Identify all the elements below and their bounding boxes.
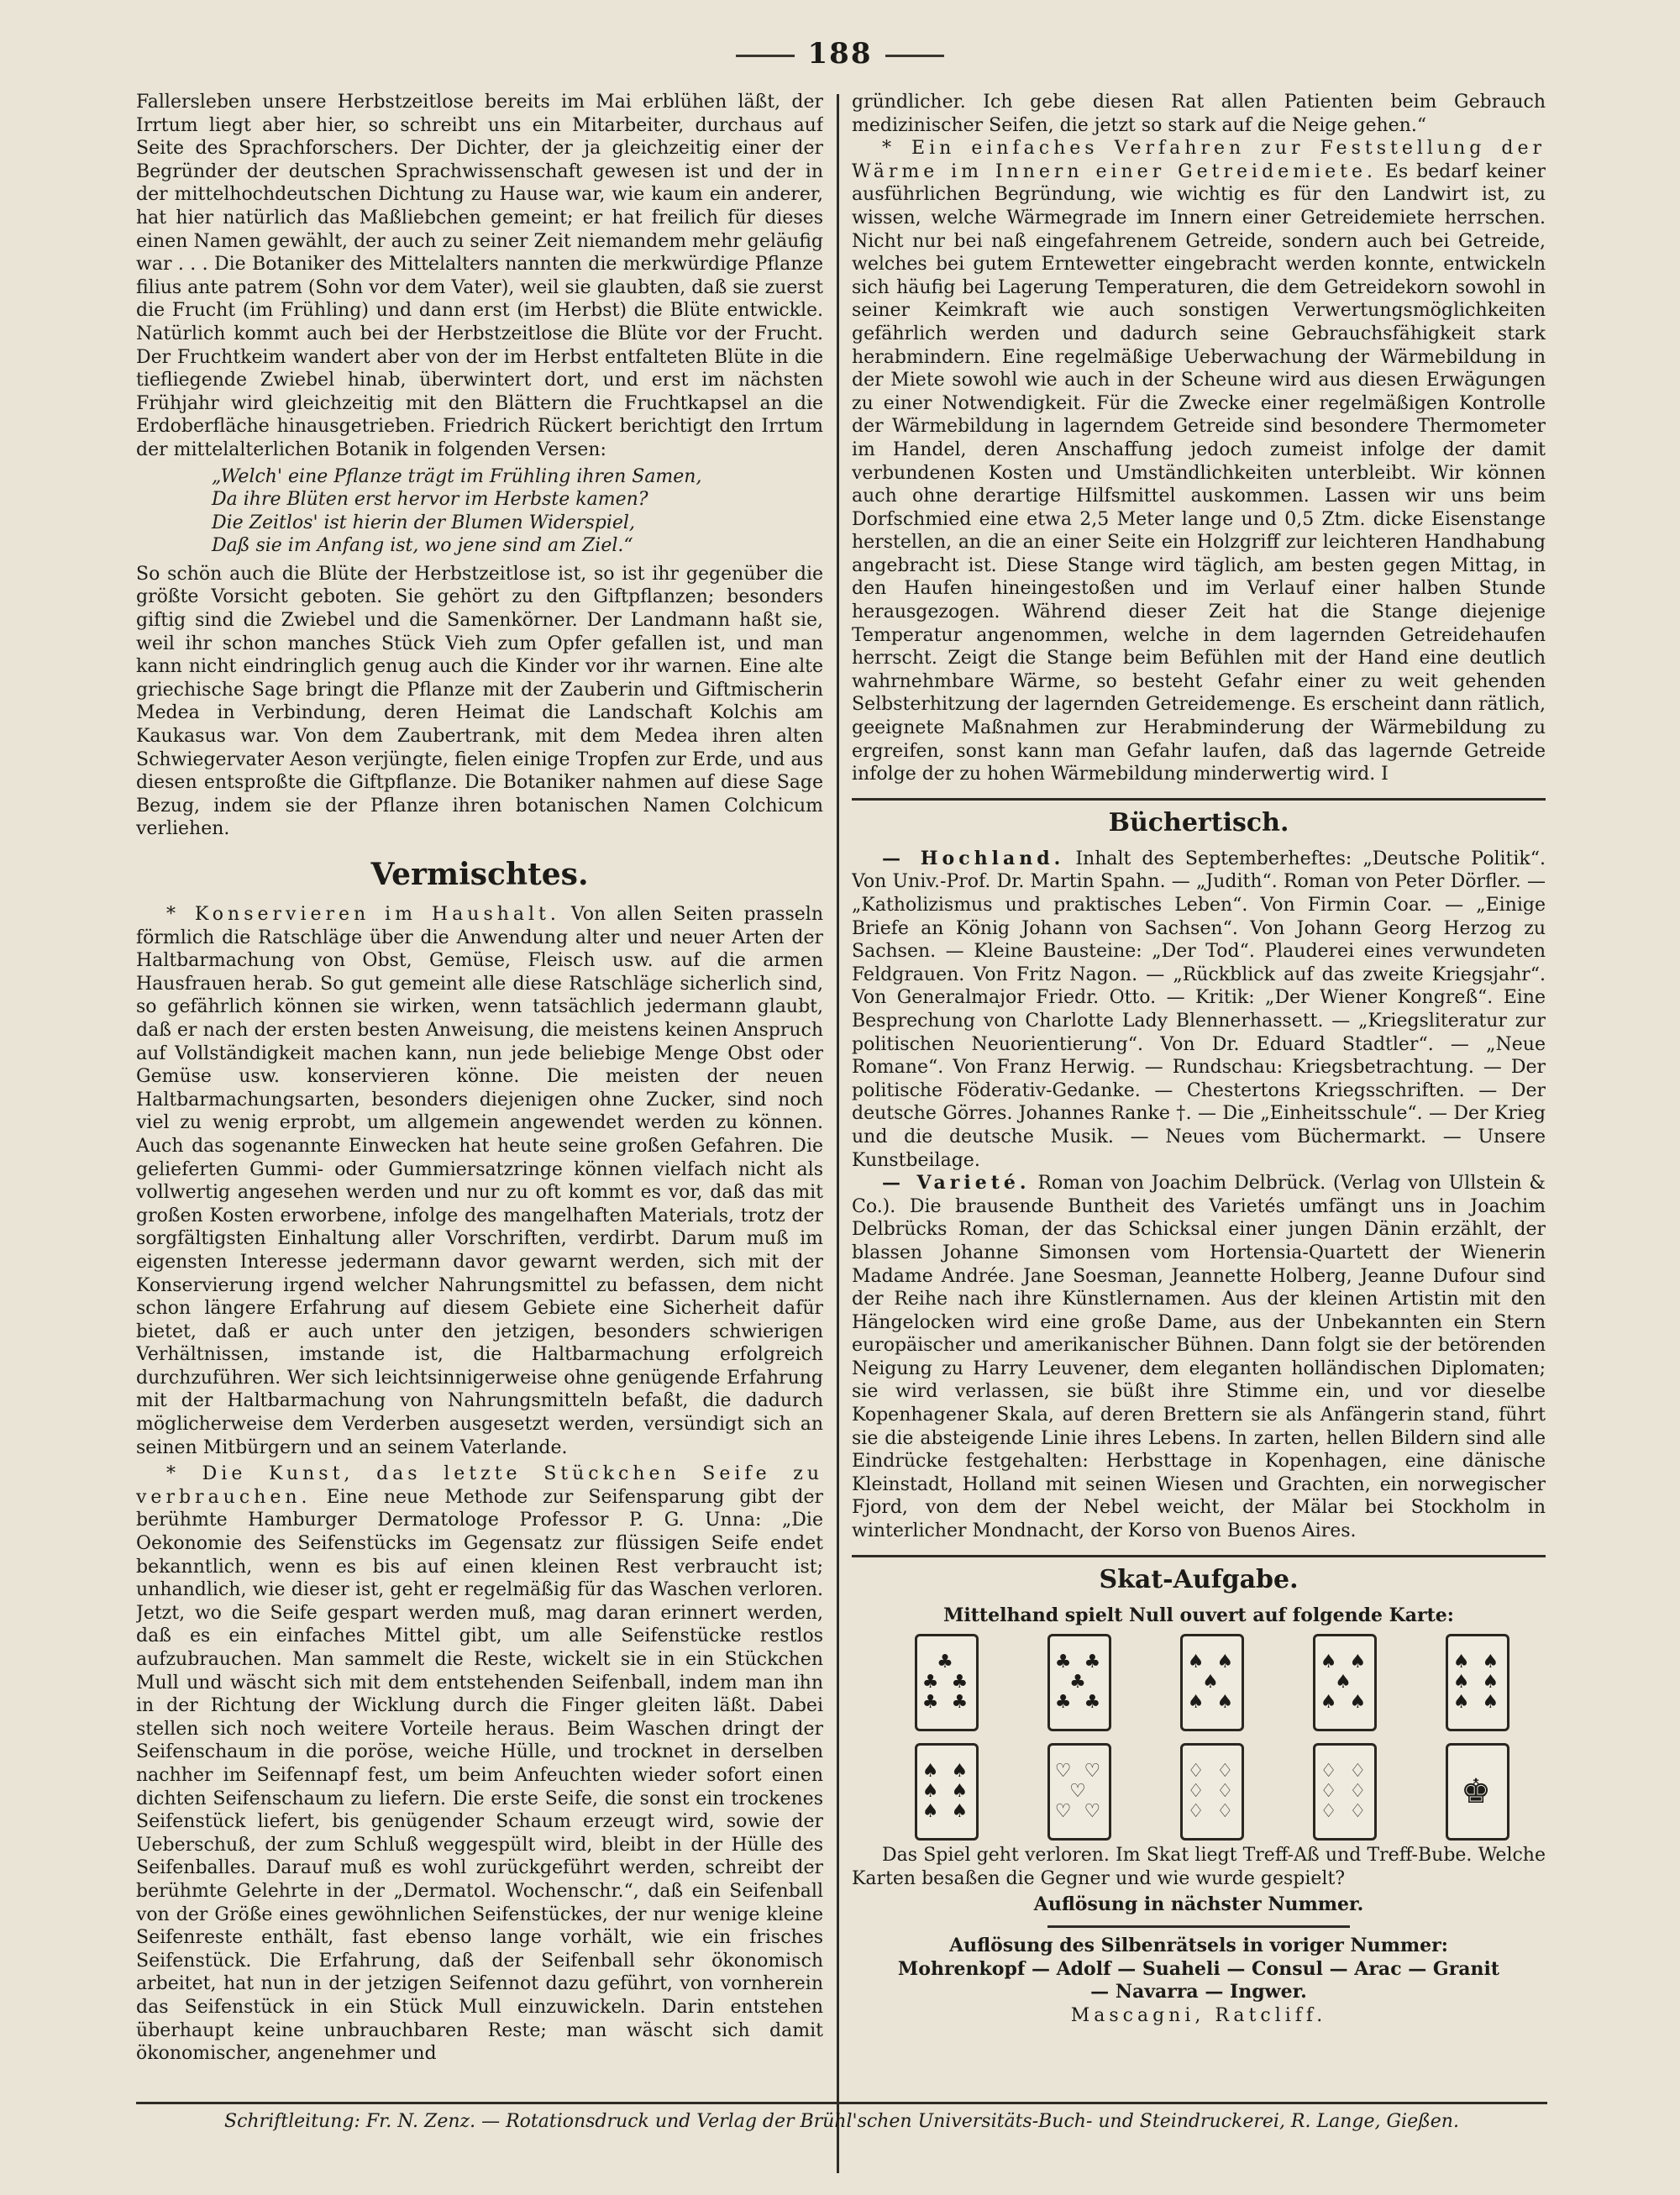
article-title: * Die Kunst, das letzte Stückchen Seife zu verbrauchen.: [136, 1463, 823, 1508]
section-heading-buechertisch: Büchertisch.: [1108, 807, 1289, 838]
playing-card-face: [1446, 1743, 1509, 1841]
footer-rule: [136, 2102, 1547, 2104]
page-number-header: [0, 37, 1680, 79]
skat-text: Das Spiel geht verloren. Im Skat liegt Treff-Aß und Treff-Bube. Welche Karten besaßen die Gegner und wie wurde gespielt?: [852, 1845, 1546, 1889]
playing-card: [1313, 1743, 1377, 1841]
card-pips: ♠ ♠ ♠ ♠ ♠ ♠: [1452, 1652, 1503, 1714]
card-pips: ♢ ♢ ♢ ♢ ♢ ♢: [1187, 1761, 1237, 1823]
article-seife: [136, 1462, 823, 2065]
review-body: Inhalt des Septemberheftes: „Deutsche Politik“. Von Univ.-Prof. Dr. Martin Spahn. — „Judith“. Roman von Peter Dörfler. — „Katholizismus und praktisches Leben“. Von Firmin Coar. — „Einige Briefe an König Johann von Sachsen“. Von Johann Georg Herzog zu Sachsen. — Kleine Bausteine: „Der Tod“. Plauderei eines verwundeten Feldgrauen. Von Fritz Nagon. — „Rückblick auf das zweite Kriegsjahr“. Von Generalmajor Friedr. Otto. — Kritik: „Der Wiener Kongreß“. Eine Besprechung von Charlotte Lady Blennerhassett. — „Kriegsliteratur zur politischen Neuorientierung“. Von Dr. Eduard Stadtler“. — „Neue Romane“. Von Franz Herwig. — Rundschau: Kriegsbetrachtung. — Der politische Föderativ-Gedanke. — Chestertons Kriegsschriften. — Der deutsche Görres. Johannes Ranke †. — Die „Einheitsschule“. — Der Krieg und die deutsche Musik. — Neues vom Büchermarkt. — Unsere Kunstbeilage.: [852, 848, 1546, 1171]
card-pips: ♠ ♠ ♠ ♠ ♠ ♠: [921, 1761, 972, 1823]
card-pips: ♣ ♣ ♣ ♣ ♣: [921, 1652, 972, 1714]
silben-line: Mascagni, Ratcliff.: [1070, 2004, 1327, 2026]
imprint-footer: Schriftleitung: Fr. N. Zenz. — Rotationsdruck und Verlag der Brühl'schen Universitäts-Buch- und Steindruckerei, R. Lange, Gießen.: [224, 2111, 1459, 2132]
review-hochland: [852, 848, 1546, 1172]
giftpflanze-paragraph: So schön auch die Blüte der Herbstzeitlose ist, so ist ihr gegenüber die größte Vorsicht geboten. Sie gehört zu den Giftpflanzen; besonders giftig sind die Zwiebel und die Samenkörner. Der Landmann haßt sie, weil ihr schon manches Stück Vieh zum Opfer gefallen ist, und man kann nicht eindringlich genug auch die Kinder vor ihr warnen. Eine alte griechische Sage bringt die Pflanze mit der Zauberin und Giftmischerin Medea in Verbindung, deren Heimat die Landschaft Kolchis am Kaukasus war. Von dem Zaubertrank, mit dem Medea ihren alten Schwiegervater Aeson verjüngte, fielen einige Tropfen zur Erde, und aus diesen entsproßte die Giftpflanze. Die Botaniker nahmen auf diese Sage Bezug, indem sie der Pflanze ihren botanischen Namen Colchicum verliehen.: [136, 563, 823, 840]
card-pips: ♣ ♣ ♣ ♣ ♣: [1054, 1652, 1105, 1714]
article-body: Es bedarf keiner ausführlichen Begründung, wie wichtig es für den Landwirt ist, zu wissen, welche Wärmegrade im Innern einer Getreidemiete herrschen. Nicht nur bei naß eingefahrenem Getreide, sondern auch bei Getreide, welches bei gutem Erntewetter eingebracht werden konnte, entwickeln sich häufig bei Lagerung Temperaturen, die dem Getreidekorn sowohl in seiner Keimkraft wie auch sonstigen Verwertungsmöglichkeiten gefährlich werden und dadurch seine Gebrauchsfähigkeit stark herabmindern. Eine regelmäßige Ueberwachung der Wärmebildung in der Miete sowohl wie auch in der Scheune wird aus diesen Erwägungen zu einer Notwendigkeit. Für die Zwecke einer regelmäßigen Kontrolle der Wärmebildung in lagerndem Getreide sind besondere Thermometer im Handel, deren Anschaffung jedoch zumeist infolge der damit verbundenen Kosten und Umständlichkeiten unterbleibt. Wir können auch ohne derartige Hilfsmittel auskommen. Lassen wir uns beim Dorfschmied eine etwa 2,5 Meter lange und 0,5 Ztm. dicke Eisenstange herstellen, an die an einer Seite ein Holzgriff zur leichteren Handhabung angebracht ist. Diese Stange wird täglich, am besten gegen Mittag, in den Haufen hineingestoßen und im Verlauf einer halben Stunde herausgezogen. Während dieser Zeit hat die Stange diejenige Temperatur angenommen, welche in dem lagernden Getreidehaufen herrscht. Zeigt die Stange beim Befühlen mit der Hand eine deutlich wahrnehmbare Wärme, so besteht Gefahr einer zu weit gehenden Selbsterhitzung der lagernden Getreidemenge. Es erscheint dann rätlich, geeignete Maßnahmen zur Herabminderung der Wärmebildung zu ergreifen, sonst kann man Gefahr laufen, daß das lagernde Getreide infolge der zu hohen Wärmebildung minderwertig wird. I: [852, 160, 1546, 785]
silben-line: — Navarra — Ingwer.: [1090, 1981, 1307, 2003]
silben-title: Auflösung des Silbenrätsels in voriger Nummer:: [949, 1935, 1448, 1956]
playing-card: [915, 1743, 979, 1841]
playing-card: [1047, 1743, 1111, 1841]
poem-line: „Welch' eine Pflanze trägt im Frühling ihren Samen,: [212, 465, 702, 487]
short-rule: [1047, 1925, 1350, 1928]
article-body: Von allen Seiten prasseln förmlich die Ratschläge über die Anwendung alter und neuer Arten der Haltbarmachung von Obst, Gemüse, Fleisch usw. auf die armen Hausfrauen herab. So gut gemeint alle diese Ratschläge sicherlich sind, so gefährlich können sie wirken, wenn tatsächlich jedermann glaubt, daß er nach der ersten besten Anweisung, die meistens keinen Anspruch auf Vollständigkeit machen kann, nun jede beliebige Menge Obst oder Gemüse usw. konservieren könne. Die meisten der neuen Haltbarmachungsarten, besonders diejenigen ohne Zucker, sind noch viel zu wenig erprobt, um allgemein angewendet werden zu können. Auch das sogenannte Einwecken hat heute seine großen Gefahren. Die gelieferten Gummi- oder Gummiersatzringe können vielfach nicht als vollwertig angesehen werden und nur zu oft kommt es vor, daß das mit großen Kosten erworbene, infolge des mangelhaften Materials, trotz der sorgfältigsten Einhaltung aller Vorschriften, verdirbt. Darum muß im eigensten Interesse jedermann davor gewarnt werden, sich mit der Konservierung irgend welcher Nahrungsmittel zu befassen, dem nicht schon längere Erfahrung auf diesem Gebiete eine Sicherheit dafür bietet, daß er auch unter den jetzigen, besonders schwierigen Verhältnissen, imstande ist, die Haltbarmachung erfolgreich durchzuführen. Wer sich leichtsinnigerweise ohne genügende Erfahrung mit der Haltbarmachung von Nahrungsmitteln befaßt, die dadurch möglicherweise dem Verderben ausgesetzt werden, versündigt sich an seinen Mitbürgern und an seinem Vaterlande.: [136, 904, 823, 1458]
card-grid: [896, 1634, 1501, 1841]
article-body: Eine neue Methode zur Seifensparung gibt der berühmte Hamburger Dermatologe Professor P. G. Unna: „Die Oekonomie des Seifenstücks im Gegensatz zur flüssigen Seife endet bekanntlich, wenn es bis auf einen kleinen Rest verbraucht ist; unhandlich, wie dieser ist, geht er regelmäßig für das Waschen verloren. Jetzt, wo die Seife gespart werden muß, mag daran erinnert werden, daß es ein einfaches Mittel gibt, um alle Seifenstücke restlos aufzubrauchen. Man sammelt die Reste, wickelt sie in ein Stückchen Mull und wäscht sich mit dem entstehenden Seifenball, indem man ihn in der Richtung der Wicklung durch die Finger gleiten läßt. Dabei stellen sich noch weitere Vorteile heraus. Beim Waschen dringt der Seifenschaum in die poröse, weiche Hülle, und trocknet in derselben nachher im Seifennapf fest, um beim Anfeuchten wieder sofort einen dichten Seifenschaum zu liefern. Die erste Seife, die sonst ein trockenes Seifenstück liefert, bis genügender Schaum erzeugt wird, sowie der Ueberschuß, der zum Schluß weggespült wird, bleibt in der Hülle des Seifenballes. Darauf muß es wohl zurückgeführt werden, schreibt der berühmte Gelehrte in der „Dermatol. Wochenschr.“, daß ein Seifenball von der Größe eines gewöhnlichen Seifenstückes, der nur wenige kleine Seifenreste enthält, fast ebenso lange vorhält, wie ein frisches Seifenstück. Die Erfahrung, daß der Seifenball sehr ökonomisch arbeitet, hat nun in der jetzigen Seifennot dazu geführt, von vornherein das Seifenstück in ein Stück Mull einzuwickeln. Darin entstehen überhaupt keine unbrauchbaren Reste; man wäscht sich damit ökonomischer, angenehmer und: [136, 1486, 823, 2065]
playing-card: [915, 1634, 979, 1731]
section-heading-vermischtes: Vermischtes.: [370, 857, 589, 892]
seife-continuation: gründlicher. Ich gebe diesen Rat allen Patienten beim Gebrauch medizinischer Seifen, die jetzt so stark auf die Neige gehen.“: [852, 92, 1546, 136]
article-title: * Ein einfaches Verfahren zur Feststellung der Wärme im Innern einer Getreidemiete.: [852, 138, 1546, 182]
poem-line: Daß sie im Anfang ist, wo jene sind am Ziel.“: [212, 535, 633, 557]
silben-line: Mohrenkopf — Adolf — Suaheli — Consul — Arac — Granit: [897, 1957, 1500, 1980]
article-title: * Konservieren im Haushalt.: [166, 904, 560, 925]
card-pips: ♠ ♠ ♠ ♠ ♠: [1320, 1652, 1370, 1714]
playing-card: [1180, 1743, 1244, 1841]
poem-line: Da ihre Blüten erst hervor im Herbste kamen?: [212, 489, 648, 511]
section-rule: [852, 798, 1546, 801]
poem-line: Die Zeitlos' ist hierin der Blumen Widerspiel,: [212, 512, 635, 533]
section-rule: [852, 1555, 1546, 1557]
column-divider: [837, 94, 839, 2173]
page-number: 188: [807, 37, 873, 71]
playing-card: [1047, 1634, 1111, 1731]
article-getreidemiete: [852, 137, 1546, 786]
ornament-right: [885, 55, 944, 57]
card-pips: ♡ ♡ ♡ ♡ ♡: [1054, 1761, 1105, 1823]
card-pips: ♢ ♢ ♢ ♢ ♢ ♢: [1320, 1761, 1370, 1823]
review-title: — Hochland.: [882, 847, 1065, 869]
review-title: — Varieté.: [882, 1172, 1031, 1195]
review-body: Roman von Joachim Delbrück. (Verlag von Ullstein & Co.). Die brausende Buntheit des Varietés umfängt uns in Joachim Delbrücks Roman, der das Schicksal einer jungen Dänin erzählt, der blassen Johanne Simonsen vom Hortensia-Quartett der Wienerin Madame Andrée. Jane Soesman, Jeannette Holberg, Jeanne Dufour sind der Reihe nach ihre Künstlernamen. Aus der kleinen Artistin mit den Hängelocken wird eine große Dame, aus der Unbekannten ein Stern europäischer und amerikanischer Bühnen. Dann folgt sie der betörenden Neigung zu Harry Leuvener, dem eleganten holländischen Diplomaten; sie wird verlassen, sie büßt ihre Stimme ein, und vor dieselbe Kopenhagener Skala, auf deren Brettern sie als Anfängerin stand, führt sie die absteigende Linie ihres Lebens. In zarten, hellen Bildern sind alle Eindrücke festgehalten: Herbsttage in Kopenhagen, eine dänische Kleinstadt, Holland mit seinen Wiesen und Grachten, ein norwegischer Fjord, von dem der Nebel weicht, der Mälar bei Stockholm in winterlicher Mondnacht, der Korso von Buenos Aires.: [852, 1173, 1546, 1542]
review-variete: [852, 1172, 1546, 1543]
card-pips: ♠ ♠ ♠ ♠ ♠: [1187, 1652, 1237, 1714]
skat-intro: Mittelhand spielt Null ouvert auf folgende Karte:: [943, 1604, 1454, 1626]
right-column: [852, 91, 1546, 2139]
section-heading-skat: Skat-Aufgabe.: [1099, 1564, 1299, 1594]
playing-card: [1313, 1634, 1377, 1731]
ornament-left: [736, 55, 795, 57]
skat-solution-next: Auflösung in nächster Nummer.: [1033, 1893, 1364, 1916]
rueckert-poem: [212, 465, 823, 558]
left-column: [136, 91, 823, 2139]
article-konservieren: [136, 903, 823, 1459]
playing-card: [1180, 1634, 1244, 1731]
playing-card: [1446, 1634, 1509, 1731]
card-face-icon: ♚: [1461, 1772, 1494, 1812]
herbstzeitlose-paragraph: Fallersleben unsere Herbstzeitlose bereits im Mai erblühen läßt, der Irrtum liegt aber hier, so schreibt uns ein Mitarbeiter, durchaus auf Seite des Sprachforschers. Der Dichter, der ja gleichzeitig einer der Begründer der deutschen Sprachwissenschaft gewesen ist und der in der mittelhochdeutschen Dichtung zu Hause war, wie kaum ein anderer, hat hier natürlich das Maßliebchen gemeint; er hat freilich für dieses einen Namen gewählt, der auch zu seiner Zeit niemandem mehr geläufig war . . . Die Botaniker des Mittelalters nannten die merkwürdige Pflanze filius ante patrem (Sohn vor dem Vater), weil sie glaubten, daß sie zuerst die Frucht (im Frühling) und dann erst (im Herbst) die Blüte entwickle. Natürlich kommt auch bei der Herbstzeitlose die Blüte vor der Frucht. Der Fruchtkeim wandert aber von der im Herbst entfalteten Blüte in die tiefliegende Zwiebel hinab, überwintert dort, und erst im nächsten Frühjahr wird gleichzeitig mit den Blättern die Fruchtkapsel an die Erdoberfläche hinausgetrieben. Friedrich Rückert berichtigt den Irrtum der mittelalterlichen Botanik in folgenden Versen:: [136, 92, 823, 460]
